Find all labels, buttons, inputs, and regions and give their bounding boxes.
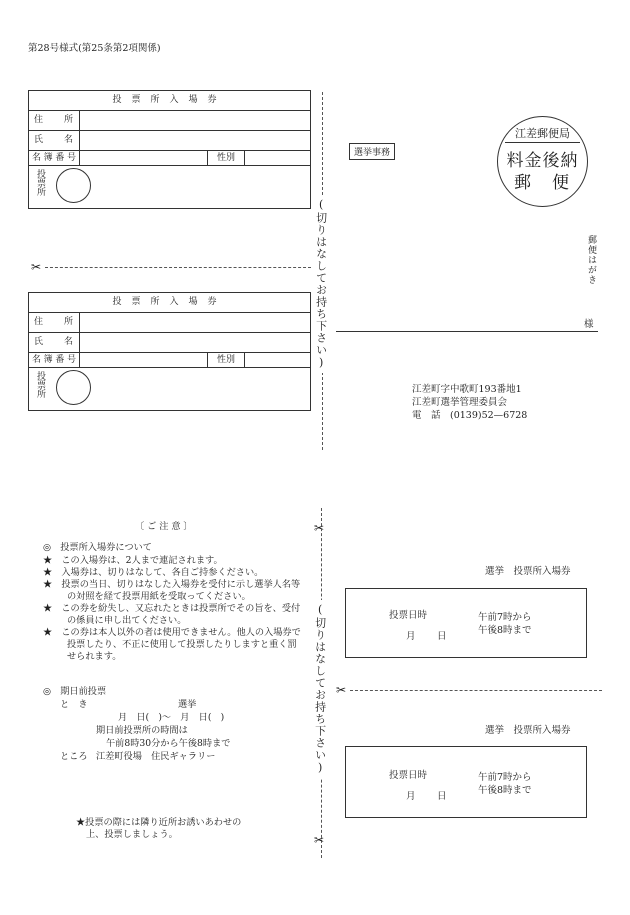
name-label: 氏 名: [29, 333, 80, 352]
address-row: [29, 111, 310, 131]
register-no-label: 名簿番号: [29, 353, 80, 367]
scissors-icon: ✂: [31, 260, 42, 274]
cut-instruction-top: (切りはなしてお持ち下さい): [314, 195, 327, 373]
postmark-line2: 郵 便: [514, 173, 571, 193]
name-row: [29, 131, 310, 151]
stub-2-to-time: 午後8時まで: [478, 785, 532, 796]
stub-1-box: [345, 588, 587, 658]
notice-item-3: ★ 投票の当日、切りはなした入場券を受付に示し選挙人名等の対照を経て投票用紙を受取ってください。: [43, 579, 301, 602]
sender-block: [412, 383, 527, 422]
postmark-line1: 料金後納: [506, 151, 579, 171]
cut-instruction-bottom: (切りはなしてお持ち下さい): [313, 600, 326, 778]
early-voting-hours: 午前8時30分から午後8時まで: [106, 738, 231, 749]
sender-name: 江差町選挙管理委員会: [412, 397, 508, 408]
notice-item-4: ★ この券を紛失し、又忘れたときは投票所でその旨を、受付の係員に申し出てください。: [43, 603, 301, 626]
address-row: [29, 313, 310, 333]
admission-ticket-2: [28, 292, 311, 411]
scissors-icon: ✂: [336, 683, 347, 697]
notice-item-2: ★ 入場券は、切りはなして、各自ご持参ください。: [43, 567, 264, 578]
polling-place-row: [29, 368, 310, 410]
stub-1-date-time-label: 投票日時: [389, 610, 428, 621]
stub-2-from-time: 午前7時から: [478, 772, 532, 783]
honorific: 様: [584, 319, 594, 330]
stub-2-heading: 選挙 投票所入場券: [485, 725, 571, 736]
election-office-box: 選挙事務: [349, 143, 395, 160]
polling-place-label: 投票所: [35, 169, 45, 196]
postmark-divider: [505, 142, 580, 143]
stub-1-heading: 選挙 投票所入場券: [485, 566, 571, 577]
name-row: [29, 333, 310, 353]
sender-address: 江差町字中歌町193番地1: [412, 384, 522, 395]
early-voting-place: 江差町役場 住民ギャラリー: [96, 751, 216, 762]
admission-ticket-1: [28, 90, 311, 209]
early-voting-hours-label: 期日前投票所の時間は: [96, 725, 188, 736]
notice-section2-title: ◎ 期日前投票: [43, 686, 107, 697]
postmark-office: 江差郵便局: [515, 127, 570, 140]
notice-items: [43, 555, 305, 663]
stub-1-to-time: 午後8時まで: [478, 625, 532, 636]
notice-footer: ★投票の際には隣り近所お誘いあわせの上、投票しましょう。: [76, 817, 242, 840]
polling-place-circle: [56, 370, 91, 405]
register-row: [29, 353, 310, 368]
scissors-icon: ✂: [314, 833, 325, 847]
cut-line-left: [45, 267, 311, 268]
polling-place-label: 投票所: [35, 371, 45, 398]
stub-2-month-day: 月 日: [406, 791, 453, 802]
early-voting-election: 選挙: [178, 699, 197, 710]
scissors-icon: ✂: [314, 521, 325, 535]
early-voting-when-label: と き: [60, 699, 88, 710]
stub-2-box: [345, 746, 587, 818]
register-row: [29, 151, 310, 166]
notice-section1-title: ◎ 投票所入場券について: [43, 542, 152, 553]
address-label: 住 所: [29, 313, 80, 332]
polling-place-circle: [56, 168, 91, 203]
cut-line-stubs: [350, 690, 602, 691]
ticket-title: 投票所入場券: [29, 293, 310, 313]
addressee-line: [336, 331, 598, 332]
sender-phone: 電 話 (0139)52—6728: [412, 410, 528, 421]
polling-place-row: [29, 166, 310, 208]
postmark-stamp: [497, 116, 588, 207]
notice-item-5: ★ この券は本人以外の者は使用できません。他人の入場券で投票したり、不正に使用して投票したりしますと重く罰せられます。: [43, 627, 301, 662]
register-no-label: 名簿番号: [29, 151, 80, 165]
stub-2-date-time-label: 投票日時: [389, 770, 428, 781]
early-voting-date-range: 月 日( )〜 月 日( ): [118, 712, 225, 723]
postcard-label: 郵便はがき: [586, 235, 596, 285]
stub-1-month-day: 月 日: [406, 631, 453, 642]
address-label: 住 所: [29, 111, 80, 130]
notice-item-1: ★ この入場券は、2人まで連記されます。: [43, 555, 223, 566]
form-title: 第28号様式(第25条第2項関係): [28, 43, 161, 54]
stub-1-from-time: 午前7時から: [478, 612, 532, 623]
notice-heading: 〔 ご 注 意 〕: [135, 521, 193, 532]
name-label: 氏 名: [29, 131, 80, 150]
sex-label: 性別: [207, 353, 245, 367]
early-voting-place-label: ところ: [60, 751, 88, 762]
sex-label: 性別: [207, 151, 245, 165]
ticket-title: 投票所入場券: [29, 91, 310, 111]
